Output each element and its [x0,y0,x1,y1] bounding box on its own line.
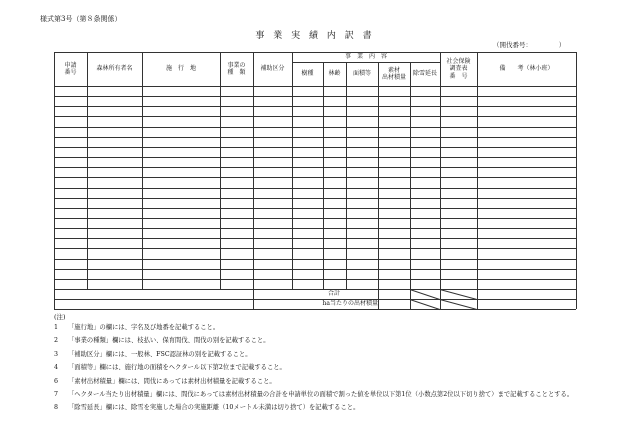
table-row-line [54,177,576,178]
table-row-line [54,279,576,280]
table-column-line [346,62,347,289]
form-number: 様式第3号（第８条関係） [40,15,122,23]
note-text: 「素材出材積量」欄には、間伐にあっては素材出材積量を記載すること。 [68,377,276,385]
note-text: 「除雪延長」欄には、除雪を実施した場合の実施距離（10メートル未満は切り捨て）を記載すること。 [68,404,360,412]
table-column-line [477,52,478,309]
table-row-line [54,127,576,128]
approval-number [493,40,565,49]
table-bottom-border [54,309,576,310]
note-number: 7 [54,391,59,399]
header-group-line [292,62,440,63]
table-column-line [87,52,88,289]
table-row-line [54,188,576,189]
table-row-line [54,218,576,219]
note-number: 6 [54,377,59,385]
table-column-line [292,52,293,289]
table-column-line [576,52,577,309]
table-row-line [54,157,576,158]
note-number: 4 [54,364,59,372]
note-text: 「面積等」欄には、施行地の面積をヘクタール以下第2位まで記載すること。 [68,364,286,372]
notes-heading: (注) [54,313,66,321]
per-hectare-row-label: ha当たりの出材積量 [322,300,378,308]
note-item [54,351,594,359]
table-column-line [220,52,221,289]
note-item [54,404,594,412]
note-text: 「施行地」の欄には、字名及び地番を記載すること。 [68,324,220,331]
header-area: 面積等 [352,70,371,78]
note-item [54,364,594,372]
note-text: 「補助区分」欄には、一般林、FSC認証林の別を記載すること。 [68,350,252,358]
document-title: 事 業 実 績 内 訳 書 [255,31,375,41]
table-column-line [410,62,411,309]
header-remarks: 備 考（林小班） [499,65,554,73]
approval-number-label: （開伐番号： [493,41,529,49]
table-row-line [54,248,576,249]
note-number: 3 [54,350,59,358]
table-row-line [54,167,576,168]
per-hectare-row-line [54,299,576,300]
header-location: 施 行 地 [165,65,196,73]
table-row-line [54,208,576,209]
header-application-number: 申請 番号 [64,61,77,76]
note-text: 「ヘクタール当たり出材積量」欄には、間伐にあっては素材出材積量の合計を申請単位の面積で割った値を単位以下第1位（小数点第2位以下切り捨て）まで記載することとする。 [68,391,574,399]
approval-number-close: ） [558,41,566,49]
table-column-line [142,52,143,289]
work-results-table [54,52,576,309]
header-social-insurance-number: 社会保険 調査表 番 号 [446,57,471,80]
header-timber-volume: 素材 出材積量 [381,66,406,81]
header-work-content: 事 業 内 容 [344,53,387,61]
table-row-line [54,238,576,239]
note-number: 8 [54,404,59,412]
header-tree-species: 樹種 [301,70,314,78]
table-row-line [54,96,576,97]
table-row-line [54,289,576,290]
note-number: 1 [54,324,59,331]
table-row-line [54,198,576,199]
table-column-line [378,62,379,309]
table-row-line [54,116,576,117]
note-item [54,391,594,399]
note-item [54,378,594,386]
table-row-line [54,147,576,148]
table-row-line [54,137,576,138]
header-forest-owner: 森林所有者名 [96,65,133,73]
table-column-line [253,52,254,309]
header-stand-age: 林齢 [328,70,341,78]
note-item [54,337,594,345]
header-work-type: 事業の 種 類 [227,61,246,76]
table-column-line [440,52,441,309]
header-subsidy-category: 補助区分 [260,65,285,73]
table-column-line [323,62,324,289]
note-text: 「事業の種類」欄には、枝払い、保育間伐、間伐の別を記載すること。 [68,337,270,345]
header-snow-removal-length: 除雪延長 [412,70,437,78]
total-row-label: 合計 [327,290,340,298]
table-row-line [54,106,576,107]
notes-list [54,324,594,418]
table-top-border [54,52,576,53]
table-row-line [54,228,576,229]
header-bottom-line [54,86,576,87]
table-column-line [54,52,55,309]
table-row-line [54,269,576,270]
note-item [54,324,594,332]
note-number: 2 [54,337,59,345]
table-row-line [54,259,576,260]
